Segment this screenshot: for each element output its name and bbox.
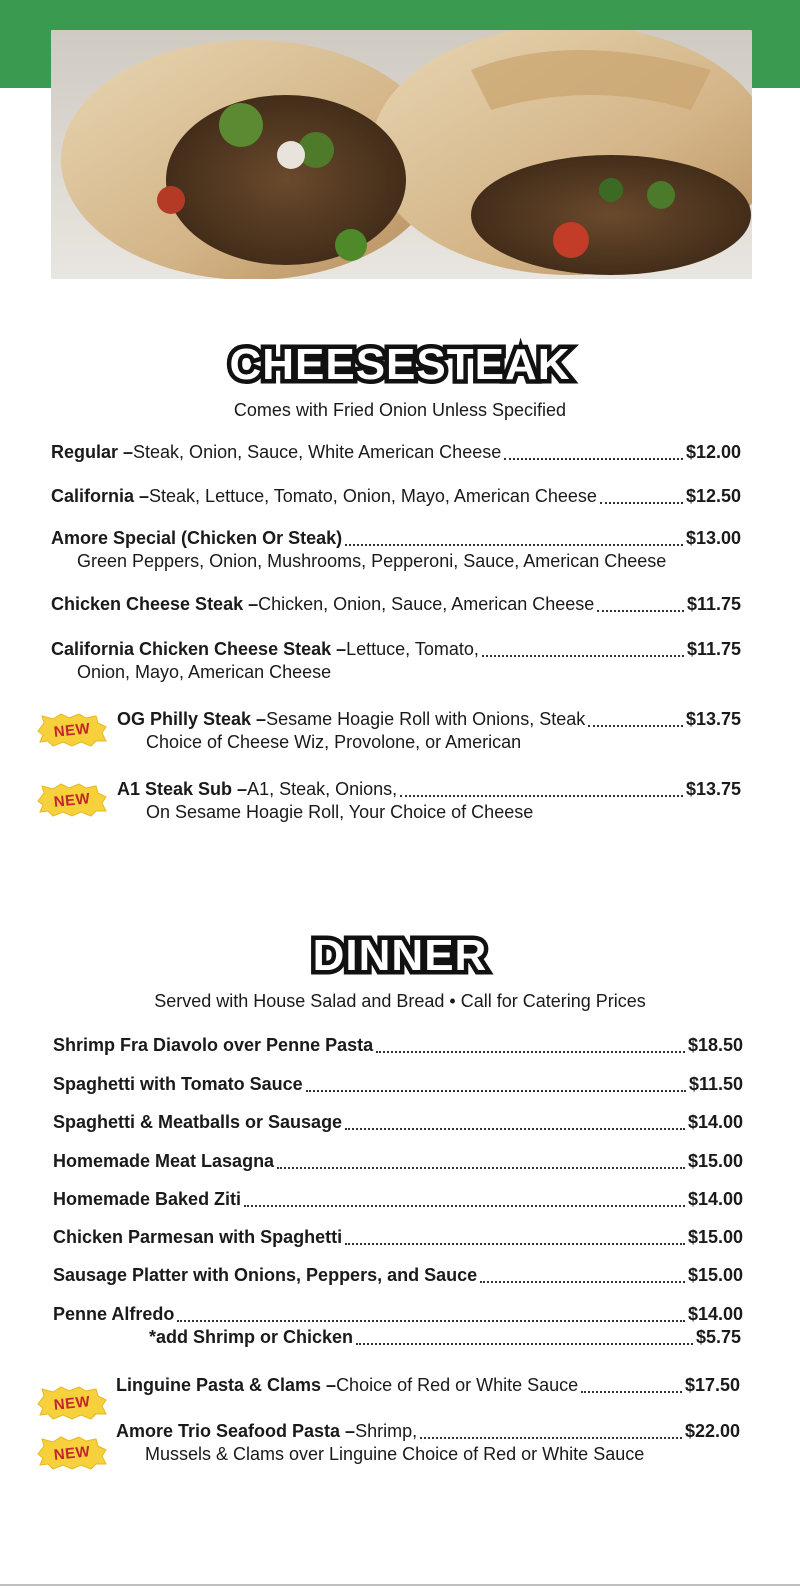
item-price: $12.50 xyxy=(685,486,741,506)
item-name: *add Shrimp or Chicken xyxy=(149,1327,354,1347)
item-desc: A1, Steak, Onions, xyxy=(247,779,398,799)
dot-leader xyxy=(177,1320,685,1322)
item-desc-continued: On Sesame Hoagie Roll, Your Choice of Cheese xyxy=(146,802,534,822)
item-desc: Chicken, Onion, Sauce, American Cheese xyxy=(258,594,595,614)
menu-item xyxy=(53,1150,743,1173)
item-name: OG Philly Steak – xyxy=(117,709,267,729)
dot-leader xyxy=(345,1128,685,1130)
menu-item xyxy=(53,1264,743,1287)
menu-item xyxy=(51,778,741,824)
item-name: Shrimp Fra Diavolo over Penne Pasta xyxy=(53,1035,374,1055)
item-desc-continued: Green Peppers, Onion, Mushrooms, Pepperoni, Sauce, American Cheese xyxy=(77,551,667,571)
cheesesteak-photo xyxy=(51,30,752,279)
menu-item xyxy=(51,441,741,464)
menu-item xyxy=(53,1073,743,1096)
item-desc-continued: Mussels & Clams over Linguine Choice of Red or White Sauce xyxy=(145,1444,645,1464)
bottom-divider xyxy=(0,1584,800,1586)
item-name: Linguine Pasta & Clams – xyxy=(116,1375,337,1395)
dot-leader xyxy=(597,610,684,612)
item-price: $22.00 xyxy=(684,1421,740,1441)
dot-leader xyxy=(400,795,683,797)
item-price: $14.00 xyxy=(687,1112,743,1132)
dot-leader xyxy=(345,544,683,546)
dot-leader xyxy=(588,725,683,727)
item-price: $5.75 xyxy=(695,1327,741,1347)
item-price: $13.75 xyxy=(685,709,741,729)
item-name: Sausage Platter with Onions, Peppers, and Sauce xyxy=(53,1265,478,1285)
new-badge-label: NEW xyxy=(52,719,92,741)
dot-leader xyxy=(306,1090,686,1092)
item-name: Homemade Meat Lasagna xyxy=(53,1151,275,1171)
item-name: Chicken Parmesan with Spaghetti xyxy=(53,1227,343,1247)
dot-leader xyxy=(376,1051,685,1053)
menu-item xyxy=(51,593,741,616)
item-desc-continued: Choice of Cheese Wiz, Provolone, or American xyxy=(146,732,522,752)
dot-leader xyxy=(356,1343,693,1345)
dot-leader xyxy=(581,1391,682,1393)
dot-leader xyxy=(277,1167,685,1169)
dot-leader xyxy=(504,458,683,460)
dot-leader xyxy=(420,1437,682,1439)
item-price: $11.75 xyxy=(686,594,741,614)
menu-item xyxy=(53,1303,743,1326)
item-desc: Steak, Lettuce, Tomato, Onion, Mayo, American Cheese xyxy=(149,486,597,506)
menu-item xyxy=(50,1374,740,1397)
new-badge-label: NEW xyxy=(52,1392,92,1414)
item-price: $14.00 xyxy=(687,1189,743,1209)
item-desc: Shrimp, xyxy=(355,1421,418,1441)
item-name: Regular – xyxy=(51,442,134,462)
dot-leader xyxy=(600,502,683,504)
item-name: Chicken Cheese Steak – xyxy=(51,594,259,614)
item-name: Penne Alfredo xyxy=(53,1304,175,1324)
item-desc-continued: Onion, Mayo, American Cheese xyxy=(77,662,332,682)
item-desc: Steak, Onion, Sauce, White American Cheese xyxy=(133,442,502,462)
menu-addon xyxy=(149,1326,741,1349)
item-price: $15.00 xyxy=(687,1265,743,1285)
item-desc: Choice of Red or White Sauce xyxy=(336,1375,579,1395)
menu-item xyxy=(53,1111,743,1134)
menu-item xyxy=(50,1420,740,1466)
menu-item xyxy=(53,1188,743,1211)
item-name: A1 Steak Sub – xyxy=(117,779,248,799)
item-desc: Lettuce, Tomato, xyxy=(346,639,479,659)
menu-item xyxy=(53,1034,743,1057)
item-price: $17.50 xyxy=(684,1375,740,1395)
item-price: $18.50 xyxy=(687,1035,743,1055)
dinner-title: DINNER xyxy=(312,931,488,980)
dot-leader xyxy=(482,655,684,657)
item-price: $13.00 xyxy=(685,528,741,548)
dot-leader xyxy=(480,1281,685,1283)
item-name: California Chicken Cheese Steak – xyxy=(51,639,347,659)
item-price: $13.75 xyxy=(685,779,741,799)
item-price: $15.00 xyxy=(687,1227,743,1247)
item-name: California – xyxy=(51,486,150,506)
new-badge-label: NEW xyxy=(52,789,92,811)
item-price: $15.00 xyxy=(687,1151,743,1171)
menu-item xyxy=(51,708,741,754)
dinner-subtitle: Served with House Salad and Bread • Call for Catering Prices xyxy=(154,991,646,1011)
dot-leader xyxy=(244,1205,685,1207)
menu-item xyxy=(51,638,741,684)
item-name: Amore Trio Seafood Pasta – xyxy=(116,1421,356,1441)
item-name: Homemade Baked Ziti xyxy=(53,1189,242,1209)
cheesesteak-subtitle: Comes with Fried Onion Unless Specified xyxy=(233,400,567,420)
dot-leader xyxy=(345,1243,685,1245)
item-price: $12.00 xyxy=(685,442,741,462)
menu-item xyxy=(51,527,741,573)
cheesesteak-title: CHEESESTEAK xyxy=(229,340,571,389)
item-desc: Sesame Hoagie Roll with Onions, Steak xyxy=(266,709,586,729)
item-price: $11.50 xyxy=(688,1074,743,1094)
item-name: Spaghetti & Meatballs or Sausage xyxy=(53,1112,343,1132)
item-price: $14.00 xyxy=(687,1304,743,1324)
menu-item xyxy=(53,1226,743,1249)
item-name: Spaghetti with Tomato Sauce xyxy=(53,1074,303,1094)
item-name: Amore Special (Chicken Or Steak) xyxy=(51,528,343,548)
new-badge-label: NEW xyxy=(52,1442,92,1464)
menu-item xyxy=(51,485,741,508)
item-price: $11.75 xyxy=(686,639,741,659)
